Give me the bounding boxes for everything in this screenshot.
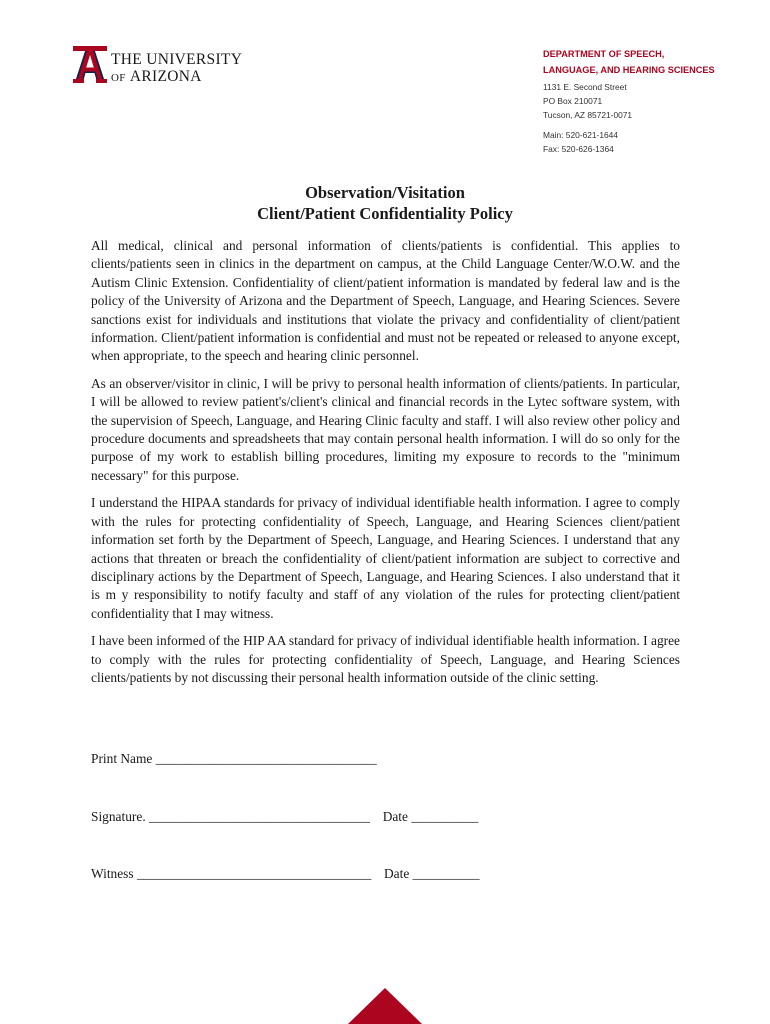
policy-body (91, 237, 680, 696)
policy-paragraph-4: I have been informed of the HIP AA standard for privacy of individual identifiable health information. I agree to comply with the rules for protecting confidentiality of Speech, Language, and Hearing Sciences clients/patients by not discussing their personal health information outside of the clinic setting. (91, 633, 680, 685)
logo-line2-main: ARIZONA (129, 68, 202, 85)
department-name-line2: LANGUAGE, AND HEARING SCIENCES (543, 65, 715, 75)
logo-line2 (111, 68, 242, 87)
signature-date-field[interactable]: Date __________ (382, 809, 479, 824)
policy-paragraph-2: As an observer/visitor in clinic, I will be privy to personal health information of clients/patients. In particular, I will be allowed to review patient's/client's clinical and financial records in the Lytec software system, with the supervision of Speech, Language, and Hearing Clinic faculty and staff. I will also review other policy and procedure documents and spreadsheets that may contain personal health information. I will do so only for the purpose of my work to establish billing procedures, limiting my exposure to records to the "minimum necessary" for this purpose. (91, 375, 680, 483)
policy-paragraph-3: I understand the HIPAA standards for privacy of individual identifiable health information. I agree to comply with the rules for protecting confidentiality of Speech, Language, and Hearing Sciences client/patient information set forth by the Department of Speech, Language, and Hearing Sciences. I understand that any actions that threaten or breach the confidentiality of client/patient information are subject to corrective and disciplinary actions by the Department of Speech, Language, and Hearing Sciences. I also understand that it is m y responsibility to notify faculty and staff of any violation of the rules for protecting client/patient confidentiality that I may witness. (91, 495, 680, 621)
title-line1: Observation/Visitation (305, 183, 465, 202)
department-name-line1: DEPARTMENT OF SPEECH, (543, 49, 665, 59)
main-phone: Main: 520-621-1644 (543, 130, 618, 140)
witness-line (91, 866, 480, 882)
witness-date-field[interactable]: Date __________ (384, 866, 480, 881)
title-line2: Client/Patient Confidentiality Policy (257, 204, 513, 223)
address-line1: 1131 E. Second Street (543, 82, 627, 92)
address-line2: PO Box 210071 (543, 96, 603, 106)
university-logo (73, 46, 243, 86)
university-a-logo-icon (73, 46, 107, 84)
witness-field[interactable]: Witness ___________________________________ (91, 866, 372, 881)
logo-line1: THE UNIVERSITY (111, 51, 243, 68)
address-line3: Tucson, AZ 85721-0071 (543, 110, 633, 120)
logo-wordmark (111, 51, 242, 87)
fax-number: Fax: 520-626-1364 (543, 144, 614, 154)
policy-paragraph-1: All medical, clinical and personal information of clients/patients is confidential. This applies to clients/patients seen in clinics in the department on campus, at the Child Language Center/W.O.W. and the Autism Clinic Extension. Confidentiality of client/patient information is mandated by federal law and is the policy of the University of Arizona and the Department of Speech, Language, and Hearing Sciences. Severe sanctions exist for individuals and institutions that violate the privacy and confidentiality of client/patient information. Client/patient information is confidential and must not be repeated or released to anyone except, when appropriate, to the speech and hearing clinic personnel. (91, 238, 680, 364)
print-name-line[interactable]: Print Name _________________________________ (91, 751, 377, 766)
logo-line2-prefix: OF (111, 72, 126, 84)
department-header (543, 46, 743, 156)
signature-line (91, 809, 478, 825)
signature-field[interactable]: Signature. _________________________________ (91, 809, 370, 824)
red-triangle-decoration-icon (348, 988, 422, 1024)
document-title (0, 182, 770, 224)
